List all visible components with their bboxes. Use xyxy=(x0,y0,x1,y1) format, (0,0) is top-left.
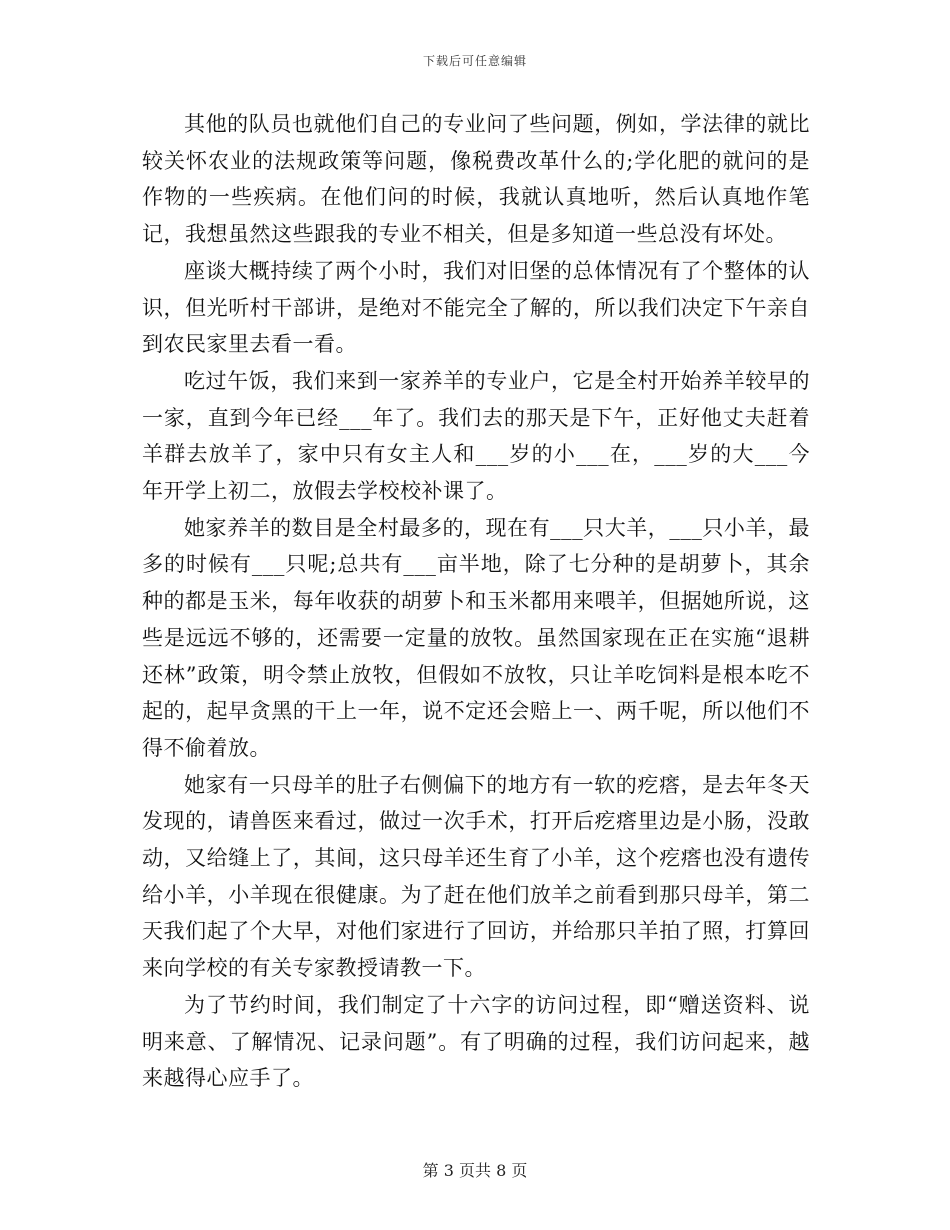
paragraph-2: 座谈大概持续了两个小时，我们对旧堡的总体情况有了个整体的认识，但光听村干部讲，是绝对不能完全了解的，所以我们决定下午亲自到农民家里去看一看。 xyxy=(142,258,810,357)
paragraph-5: 她家有一只母羊的肚子右侧偏下的地方有一软的疙瘩，是去年冬天发现的，请兽医来看过，做过一次手术，打开后疙瘩里边是小肠，没敢动，又给缝上了，其间，这只母羊还生育了小羊，这个疙瘩也没有遗传给小羊，小羊现在很健康。为了赶在他们放羊之前看到那只母羊，第二天我们起了个大早，对他们家进行了回访，并给那只羊拍了照，打算回来向学校的有关专家教授请教一下。 xyxy=(142,772,810,981)
document-body xyxy=(142,106,810,1097)
paragraph-1: 其他的队员也就他们自己的专业问了些问题，例如，学法律的就比较关怀农业的法规政策等问题，像税费改革什么的;学化肥的就问的是作物的一些疾病。在他们问的时候，我就认真地听，然后认真地作笔记，我想虽然这些跟我的专业不相关，但是多知道一些总没有坏处。 xyxy=(142,112,810,247)
paragraph-3: 吃过午饭，我们来到一家养羊的专业户，它是全村开始养羊较早的一家，直到今年已经___年了。我们去的那天是下午，正好他丈夫赶着羊群去放羊了，家中只有女主人和___岁的小___在，___岁的大___今年开学上初二，放假去学校校补课了。 xyxy=(142,368,810,504)
paragraph-4: 她家养羊的数目是全村最多的，现在有___只大羊，___只小羊，最多的时候有___只呢;总共有___亩半地，除了七分种的是胡萝卜，其余种的都是玉米，每年收获的胡萝卜和玉米都用来喂羊，但据她所说，这些是远远不够的，还需要一定量的放牧。虽然国家现在正在实施“退耕还林”政策，明令禁止放牧，但假如不放牧，只让羊吃饲料是根本吃不起的，起早贪黑的干上一年，说不定还会赔上一、两千呢，所以他们不得不偷着放。 xyxy=(142,515,810,760)
paragraph-6: 为了节约时间，我们制定了十六字的访问过程，即“赠送资料、说明来意、了解情况、记录问题”。有了明确的过程，我们访问起来，越来越得心应手了。 xyxy=(142,992,810,1091)
page-footer: 第 3 页共 8 页 xyxy=(422,1161,528,1180)
page-header: 下载后可任意编辑 xyxy=(422,54,527,68)
